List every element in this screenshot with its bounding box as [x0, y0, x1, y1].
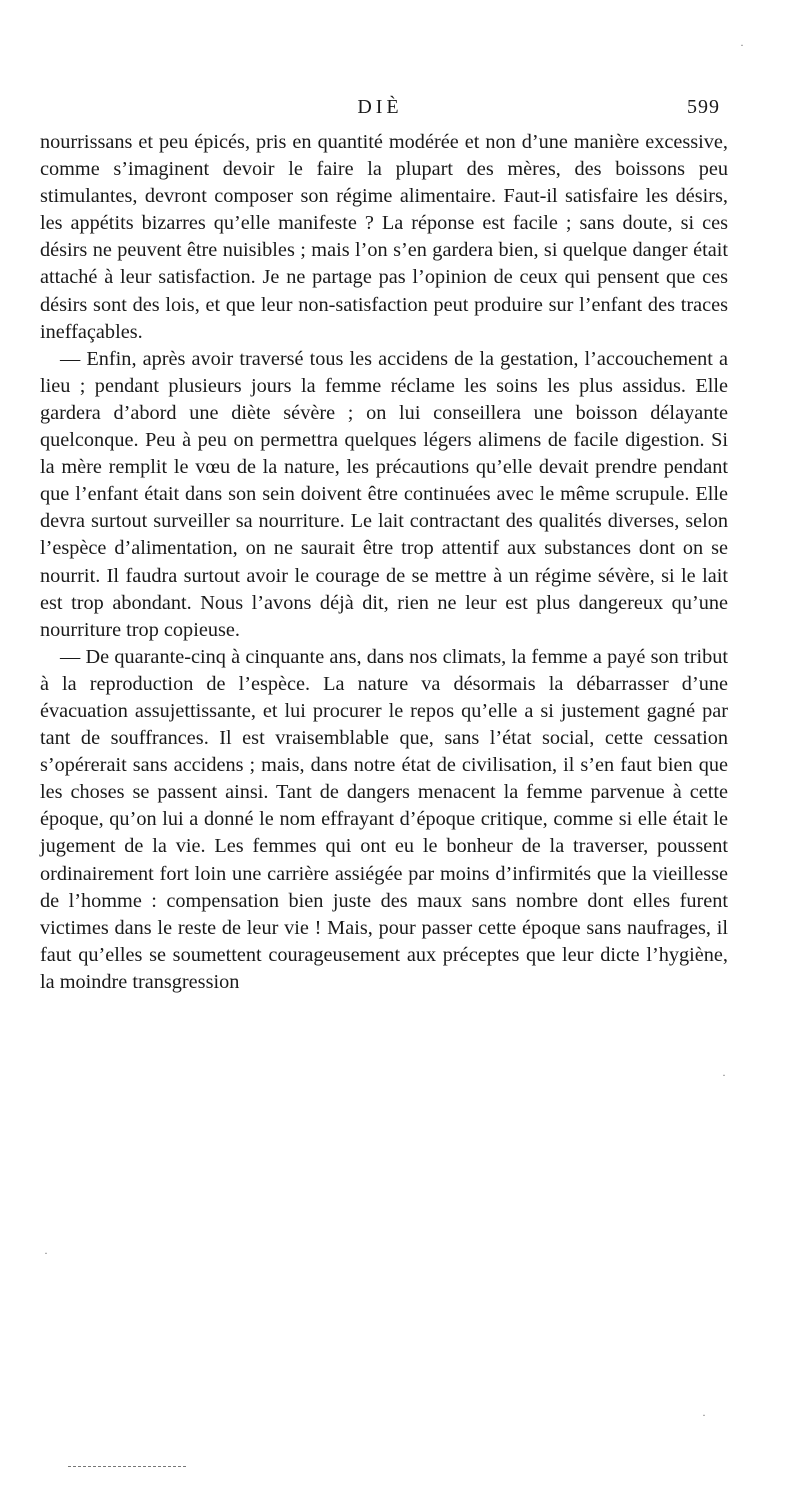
paragraph-1: nourrissans et peu épicés, pris en quantité modérée et non d’une manière excessive, comme s’imaginent devoir le faire la plupart des mères, des boissons peu stimulantes, devront composer son régime alimentaire. Faut-il satisfaire les désirs, les appétits bizarres qu’elle manifeste ? La réponse est facile ; sans doute, si ces désirs ne peuvent être nuisibles ; mais l’on s’en gardera bien, si quelque danger était attaché à leur satisfaction. Je ne partage pas l’opinion de ceux qui pensent que ces désirs sont des lois, et que leur non-satisfaction peut produire sur l’enfant des traces ineffaçables.: [40, 131, 728, 343]
footer-rule: [68, 1466, 186, 1467]
print-speck: ·: [44, 1246, 48, 1260]
page-header: [40, 96, 720, 126]
body-text: [40, 129, 728, 996]
page-number: 599: [687, 96, 720, 118]
running-head: DIÈ: [357, 96, 403, 118]
print-speck: ·: [740, 38, 744, 52]
print-speck: ·: [702, 1408, 706, 1422]
print-speck: ·: [722, 1068, 726, 1082]
paragraph-3: — De quarante-cinq à cinquante ans, dans nos climats, la femme a payé son tribut à la reproduction de l’espèce. La nature va désormais la débarrasser d’une évacuation assujettissante, et lui procurer le repos qu’elle a si justement gagné par tant de souffrances. Il est vraisemblable que, sans l’état social, cette cessation s’opérerait sans accidens ; mais, dans notre état de civilisation, il s’en faut bien que les choses se passent ainsi. Tant de dangers menacent la femme parvenue à cette époque, qu’on lui a donné le nom effrayant d’époque critique, comme si elle était le jugement de la vie. Les femmes qui ont eu le bonheur de la traverser, poussent ordinairement fort loin une carrière assiégée par moins d’infirmités que la vieillesse de l’homme : compensation bien juste des maux sans nombre dont elles furent victimes dans le reste de leur vie ! Mais, pour passer cette époque sans naufrages, il faut qu’elles se soumettent courageusement aux préceptes que leur dicte l’hygiène, la moindre transgression: [40, 645, 728, 993]
paragraph-2: — Enfin, après avoir traversé tous les accidens de la gestation, l’accouchement a lieu ; pendant plusieurs jours la femme réclame les soins les plus assidus. Elle gardera d’abord une diète sévère ; on lui conseillera une boisson délayante quelconque. Peu à peu on permettra quelques légers alimens de facile digestion. Si la mère remplit le vœu de la nature, les précautions qu’elle devait prendre pendant que l’enfant était dans son sein doivent être continuées avec le même scrupule. Elle devra surtout surveiller sa nourriture. Le lait contractant des qualités diverses, selon l’espèce d’alimentation, on ne saurait être trop attentif aux substances dont on se nourrit. Il faudra surtout avoir le courage de se mettre à un régime sévère, si le lait est trop abondant. Nous l’avons déjà dit, rien ne leur est plus dangereux qu’une nourriture trop copieuse.: [40, 347, 728, 641]
